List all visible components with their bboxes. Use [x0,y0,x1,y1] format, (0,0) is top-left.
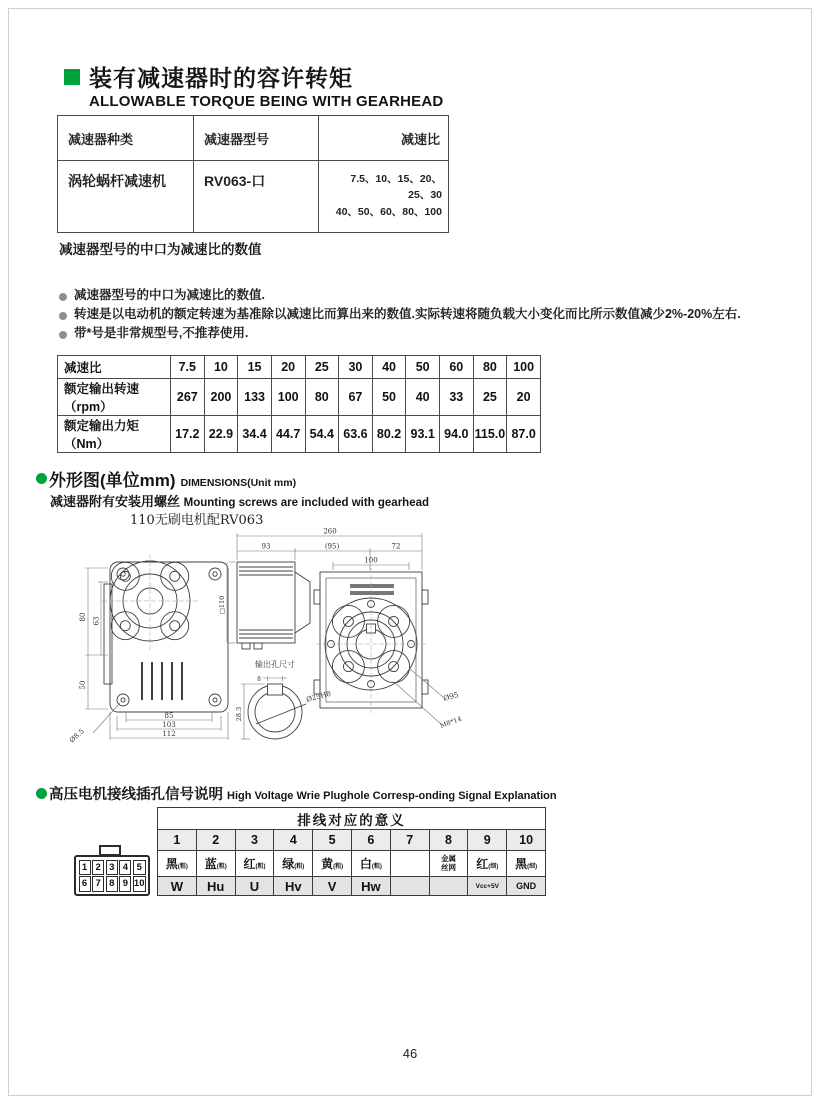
wiring-title-en: High Voltage Wrie Plughole Corresp-onding Signal Explanation [227,790,557,802]
note-text: 减速器型号的中口为减速比的数值. [74,288,265,302]
ratio-cell: 20 [271,356,305,379]
side-view-dimensions [218,562,332,739]
wire-color [313,851,352,877]
torque-cell: 87.0 [507,416,541,453]
torque-cell: 80.2 [372,416,406,453]
wire-color [507,851,546,877]
green-dot-icon [36,788,47,799]
connector-body [74,855,150,896]
signal-cell: Hv [274,877,313,896]
ratio-cell: 60 [440,356,474,379]
gearbox-col-type: 减速器种类 [58,116,194,161]
connector-pin: 9 [119,876,131,891]
dim-80: 80 [79,612,87,622]
connector-pin: 3 [106,860,118,875]
signal-row [158,877,546,896]
wire-color [429,851,468,877]
note-text: 带*号是非常规型号,不推荐使用. [74,325,249,340]
ratio-table [57,355,541,453]
gearbox-model-cell: RV063-口 [194,161,319,233]
wire-color-note: (细) [527,864,538,870]
wire-color-name: 黄 [321,857,334,871]
dim-103: 103 [162,721,176,729]
dimensions-section-header [36,466,296,491]
torque-cell: 34.4 [238,416,272,453]
torque-cell: 17.2 [171,416,205,453]
dim-63: 63 [92,616,101,626]
ratio-cell: 30 [339,356,373,379]
dim-72: 72 [391,542,401,551]
signal-cell: U [235,877,274,896]
torque-cell: 54.4 [305,416,339,453]
page-title-en: ALLOWABLE TORQUE BEING WITH GEARHEAD [89,93,444,110]
wire-color-note: (粗) [177,864,188,870]
signal-cell: GND [507,877,546,896]
torque-cell: 93.1 [406,416,440,453]
pin-number: 10 [507,830,546,851]
green-dot-icon [36,473,47,484]
bullet-icon [59,293,67,301]
note-text: 转速是以电动机的额定转速为基准除以减速比而算出来的数值.实际转速将随负载大小变化而比所示数值减少2%-20%左右. [74,306,741,321]
wire-color [390,851,429,877]
wire-color-note: (粗) [333,864,344,870]
pin-number-row [158,830,546,851]
notes-list [59,289,741,345]
connector-pin: 2 [92,860,104,875]
ratio-cell: 15 [238,356,272,379]
wire-color-name: 蓝 [204,857,217,871]
wire-color [235,851,274,877]
note-item [59,327,741,341]
front-view-drawing [104,561,228,712]
wire-color-note: (粗) [216,864,227,870]
wire-color [351,851,390,877]
dim-28-3: 28.3 [235,706,243,722]
pin-number: 5 [313,830,352,851]
pin-number: 8 [429,830,468,851]
torque-cell: 115.0 [473,416,507,453]
dimension-drawing [60,510,480,750]
connector-plug-icon [74,845,150,896]
dim-85: 85 [164,712,174,720]
speed-cell: 40 [406,379,440,416]
signal-cell [390,877,429,896]
dim-key-8: 8 [257,676,261,683]
dimensions-subtitle [50,491,429,510]
signal-cell: Hu [196,877,235,896]
gearbox-col-model: 减速器型号 [194,116,319,161]
dim-112: 112 [162,730,176,738]
signal-cell: V [313,877,352,896]
dimensions-subtitle-cn: 减速器附有安装用螺丝 [50,494,181,509]
speed-cell: 80 [305,379,339,416]
speed-cell: 20 [507,379,541,416]
wire-color-name: 红 [476,857,489,871]
wire-color-note: (细) [488,864,499,870]
ratio-row [58,356,541,379]
dim-93: 93 [261,542,271,551]
ratio-cell: 25 [305,356,339,379]
page-title-cn: 装有减速器时的容许转矩 [89,65,353,91]
speed-cell: 100 [271,379,305,416]
speed-cell: 133 [238,379,272,416]
torque-row-label: 额定输出力矩（Nm） [58,416,171,453]
wire-color-name: 白 [359,857,372,871]
ratio-cell: 10 [204,356,238,379]
dim-screw-m8: M8*14 [438,714,463,730]
pin-signal-table [157,807,546,896]
gearbox-ratio-line2: 40、50、60、80、100 [335,205,442,218]
note-item [59,308,741,322]
dim-hole-8-5: Ø8.5 [67,727,86,745]
torque-row [58,416,541,453]
dimensions-subtitle-en: Mounting screws are included with gearhead [183,497,430,509]
pin-number: 1 [158,830,197,851]
pin-table-title: 排线对应的意义 [158,808,546,830]
front-view-centerlines [102,554,198,650]
gearbox-table-note: 减速器型号的中口为减速比的数值 [59,242,262,257]
dim-bore-25h8: Ø25H8 [305,689,332,704]
wire-color-name: 红 [243,857,256,871]
gearbox-ratio-line1: 7.5、10、15、20、25、30 [350,173,442,202]
rear-view-dimensions [237,528,463,730]
wire-color-name: 黑 [515,857,528,871]
dimensions-title-cn: 外形图(单位mm) [49,471,176,490]
speed-row [58,379,541,416]
ratio-cell: 40 [372,356,406,379]
pin-number: 2 [196,830,235,851]
gearbox-ratio-cell [319,161,449,233]
ratio-cell: 100 [507,356,541,379]
wire-color [158,851,197,877]
shaft-hole-label: 输出孔尺寸 [255,660,295,669]
torque-cell: 22.9 [204,416,238,453]
bullet-icon [59,331,67,339]
pin-number: 6 [351,830,390,851]
drawing-title: 110无刷电机配RV063 [130,513,264,528]
speed-cell: 267 [171,379,205,416]
speed-cell: 50 [372,379,406,416]
page-header [64,60,443,110]
wire-color-name: 金属丝网 [440,853,456,872]
gearbox-type-cell: 涡轮蜗杆减速机 [58,161,194,233]
torque-cell: 94.0 [440,416,474,453]
signal-cell: Vcc+5V [468,877,507,896]
speed-cell: 25 [473,379,507,416]
wiring-title-cn: 高压电机接线插孔信号说明 [49,787,223,803]
connector-pin: 4 [119,860,131,875]
speed-cell: 33 [440,379,474,416]
wire-color-name: 绿 [282,857,295,871]
torque-cell: 44.7 [271,416,305,453]
pin-number: 3 [235,830,274,851]
pin-number: 7 [390,830,429,851]
wire-color [468,851,507,877]
signal-cell: Hw [351,877,390,896]
note-item [59,289,741,303]
speed-cell: 200 [204,379,238,416]
ratio-row-label: 减速比 [58,356,171,379]
dim-100: 100 [364,556,378,565]
wiring-section-header [36,783,557,804]
connector-pin: 8 [106,876,118,891]
signal-cell [429,877,468,896]
connector-pin: 1 [79,860,91,875]
bullet-icon [59,312,67,320]
dim-flange-95: Ø95 [442,690,460,703]
pin-table-title-row [158,808,546,830]
wire-color [274,851,313,877]
signal-cell: W [158,877,197,896]
gearbox-table [57,115,449,233]
connector-pin: 7 [92,876,104,891]
page-number: 46 [402,1046,418,1061]
connector-pin: 5 [133,860,146,875]
ratio-cell: 50 [406,356,440,379]
wire-color-row [158,851,546,877]
wire-color-note: (粗) [371,864,382,870]
pin-number: 4 [274,830,313,851]
torque-cell: 63.6 [339,416,373,453]
speed-cell: 67 [339,379,373,416]
speed-row-label: 额定输出转速（rpm） [58,379,171,416]
ratio-cell: 80 [473,356,507,379]
front-view-dimensions [68,568,228,744]
dim-square-110: □110 [218,595,226,615]
side-view-drawing [237,562,310,739]
wire-color-note: (粗) [294,864,305,870]
wire-color-name: 黑 [165,857,178,871]
ratio-cell: 7.5 [171,356,205,379]
dim-50: 50 [79,680,87,690]
green-square-bullet [64,69,80,85]
dimensions-title-en: DIMENSIONS(Unit mm) [180,477,297,489]
pin-number: 9 [468,830,507,851]
gearbox-col-ratio: 减速比 [319,116,449,161]
wire-color [196,851,235,877]
connector-pin: 10 [133,876,146,891]
connector-pin: 6 [79,876,91,891]
dim-260: 260 [323,527,337,536]
dim-95-paren: (95) [324,542,340,551]
wire-color-note: (粗) [255,864,266,870]
